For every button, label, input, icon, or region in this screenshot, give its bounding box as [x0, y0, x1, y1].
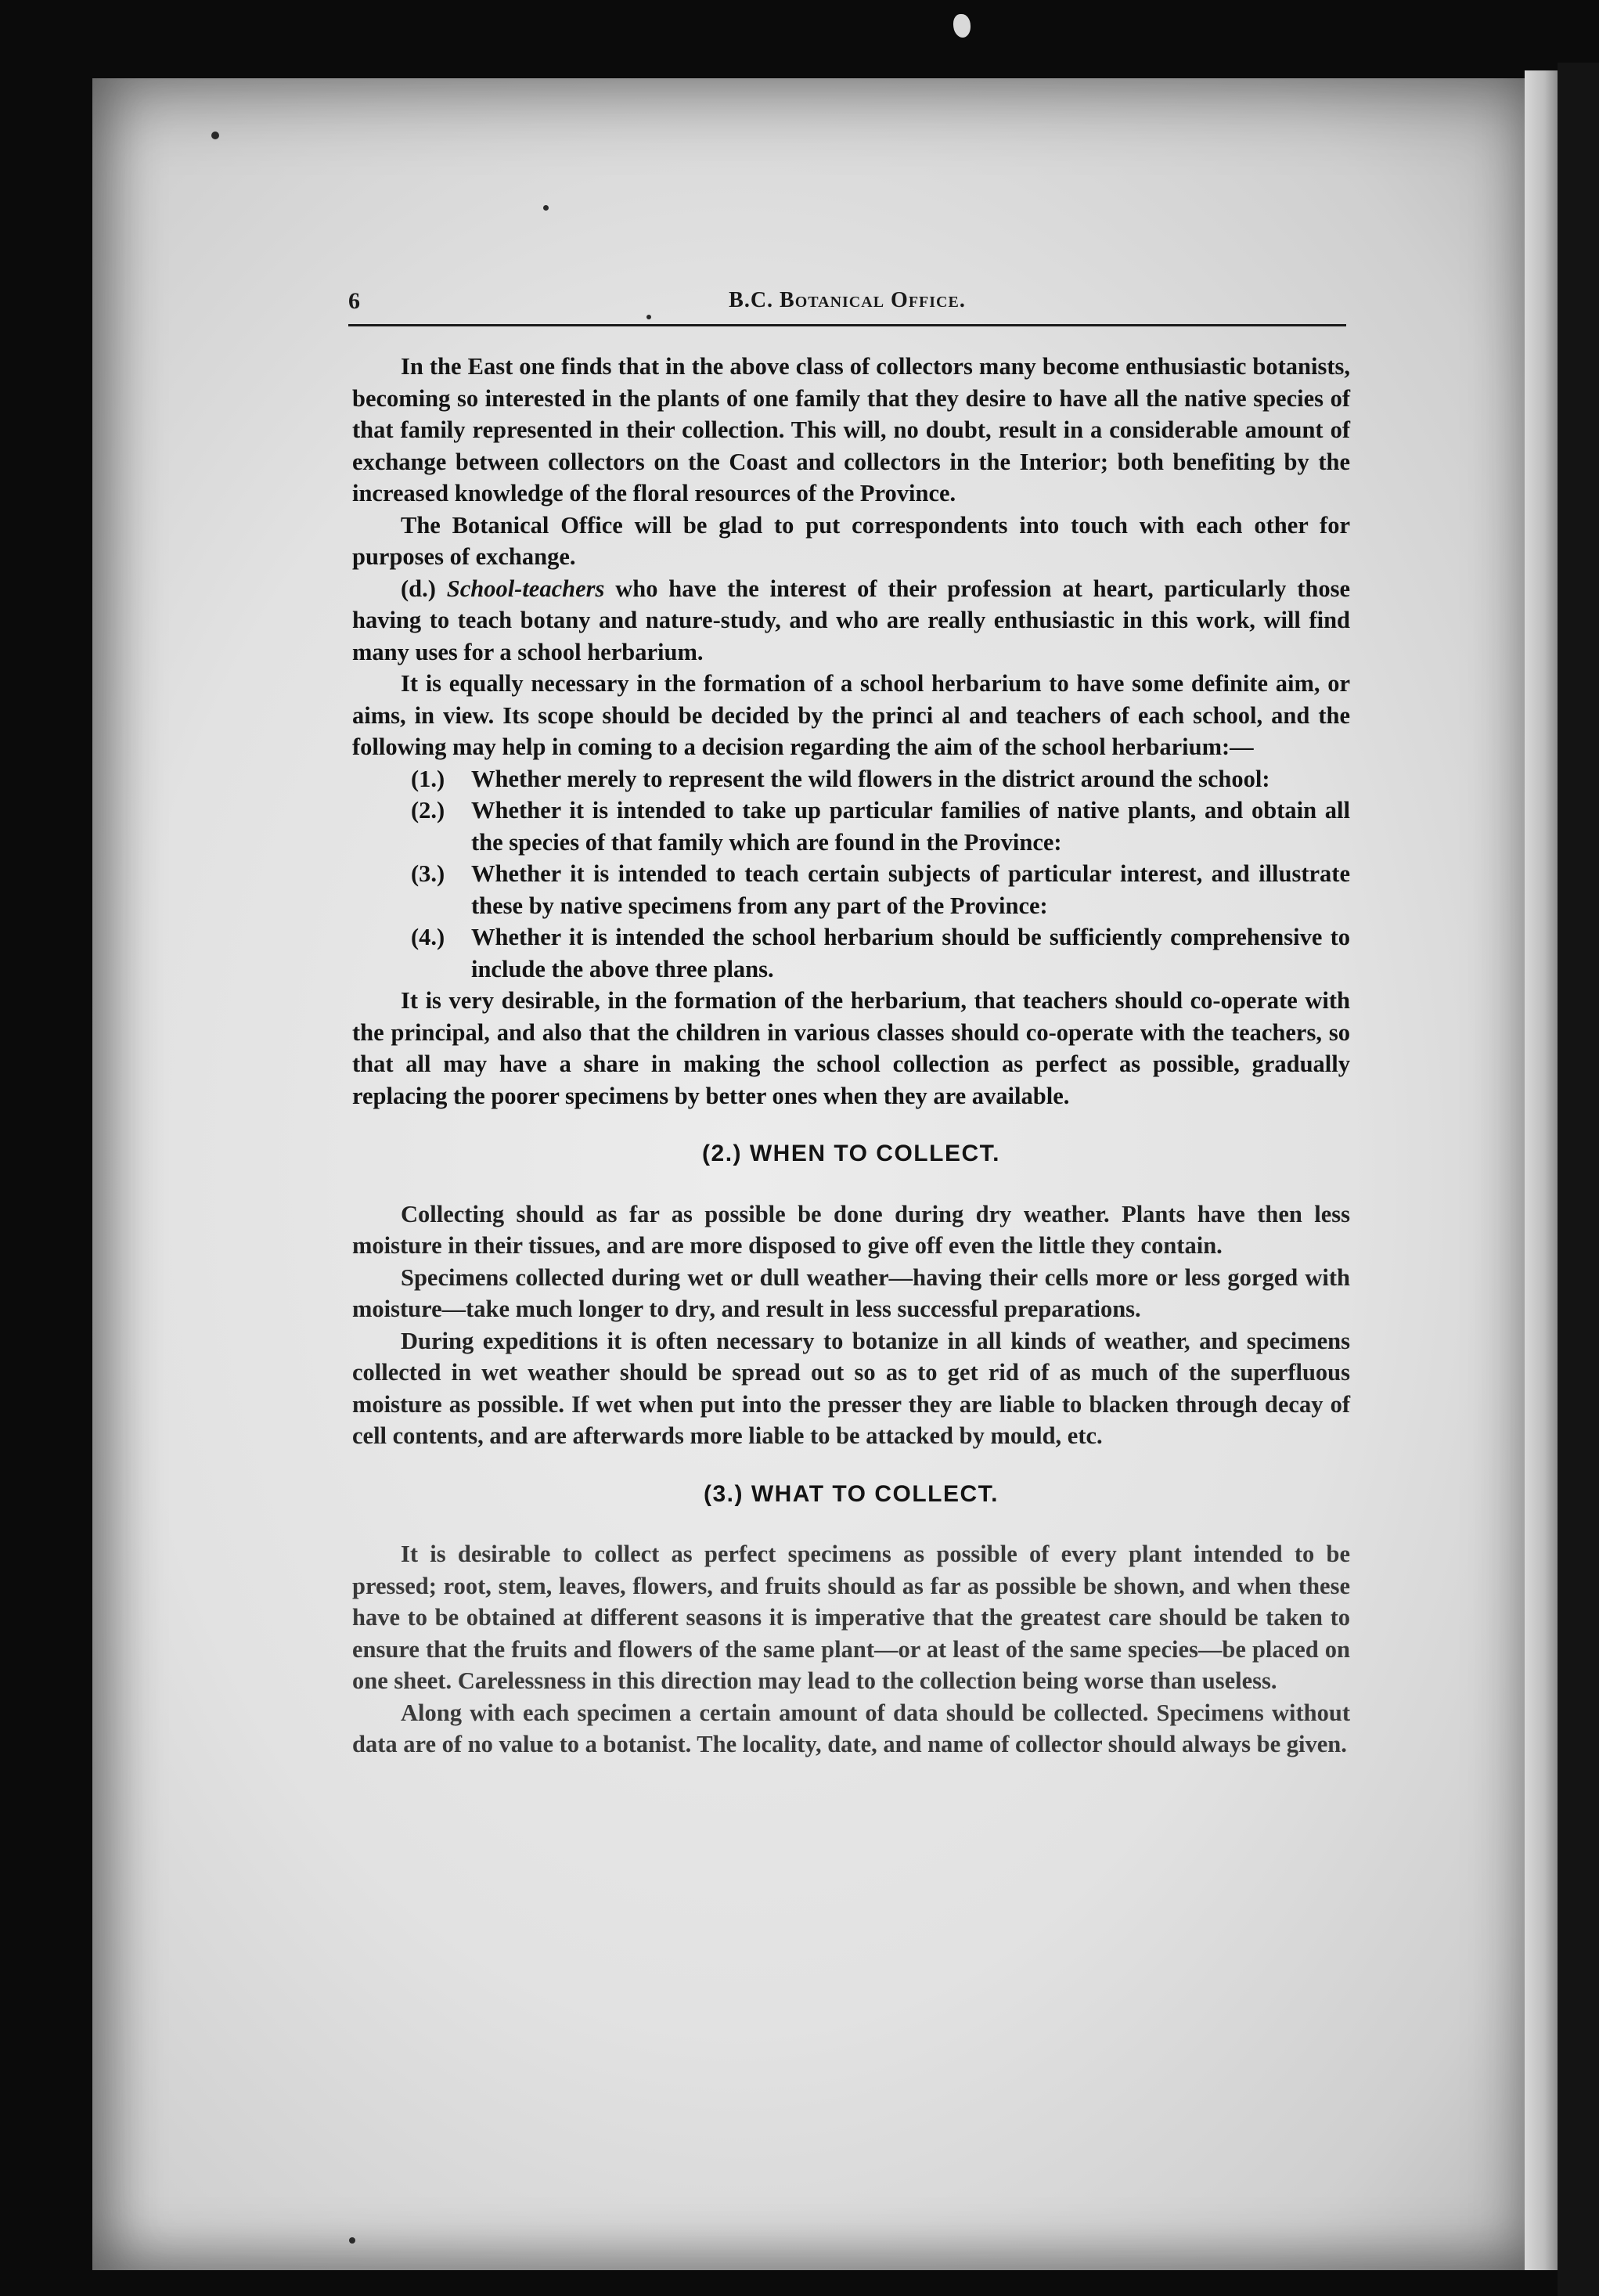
list-text: Whether it is intended to teach certain subjects of particular interest, and illustrate these by native specimens from any part of the Province: [471, 860, 1350, 919]
page-header [348, 282, 1346, 329]
scan-speck [543, 205, 549, 211]
scan-speck [211, 132, 219, 139]
paragraph: The Botanical Office will be glad to put correspondents into touch with each other for purposes of exchange. [352, 511, 1350, 570]
list-number: (4.) [411, 924, 445, 950]
list-item [352, 921, 1350, 985]
paragraph: During expeditions it is often necessary to botanize in all kinds of weather, and specimens collected in wet weather should be spread out so as to get rid of as much of the superfluous moisture as possible. If wet when put into the presser they are liable to blacken through decay of cell contents, and are afterwards more liable to be attacked by mould, etc. [352, 1327, 1350, 1449]
list-number: (1.) [411, 765, 445, 792]
running-head: B.C. Botanical Office. [729, 288, 966, 312]
item-text: who have the interest of their profession at heart, particularly those having to teach botany and nature-study, and who are really enthusiastic in this work, will find many uses for a school herbarium. [352, 575, 1350, 665]
list-item [352, 858, 1350, 921]
page-edge [1525, 70, 1558, 2270]
scan-border [1558, 63, 1599, 2296]
list-item [352, 795, 1350, 858]
list-text: Whether it is intended to take up particular families of native plants, and obtain all the species of that family which are found in the Province: [471, 797, 1350, 856]
paragraph: Along with each specimen a certain amount of data should be collected. Specimens without data are of no value to a botanist. The locality, date, and name of collector should always be given. [352, 1699, 1350, 1757]
page-body [352, 351, 1350, 1761]
scan-speck [349, 2237, 355, 2244]
paragraph: In the East one finds that in the above class of collectors many become enthusiastic botanists, becoming so interested in the plants of one family that they desire to have all the native species of that family represented in their collection. This will, no doubt, result in a considerable amount of exchange between collectors on the Coast and collectors in the Interior; both benefiting by the increased knowledge of the floral resources of the Province. [352, 353, 1350, 506]
header-rule [348, 324, 1346, 326]
list-item [352, 763, 1350, 795]
page-number: 6 [348, 288, 360, 314]
list-text: Whether merely to represent the wild flowers in the district around the school: [471, 765, 1270, 792]
item-term: School-teachers [446, 575, 605, 602]
paragraph: Specimens collected during wet or dull weather—having their cells more or less gorged with moisture—take much longer to dry, and result in less successful preparations. [352, 1263, 1350, 1322]
paragraph: Collecting should as far as possible be done during dry weather. Plants have then less moisture in their tissues, and are more disposed to give off even the little they contain. [352, 1200, 1350, 1259]
paragraph: It is desirable to collect as perfect specimens as possible of every plant intended to be pressed; root, stem, leaves, flowers, and fruits should as far as possible be shown, and when these have to be obtained at different seasons it is imperative that the greatest care should be taken to ensure that the fruits and flowers of the same plant—or at least of the same species—be placed on one sheet. Carelessness in this direction may lead to the collection being worse than useless. [352, 1541, 1350, 1694]
list-number: (3.) [411, 860, 445, 887]
paragraph-school-teachers [352, 573, 1350, 669]
paragraph: It is very desirable, in the formation of the herbarium, that teachers should co-operate with the principal, and also that the children in various classes should co-operate with the teachers, so that all may have a share in making the school collection as perfect as possible, gradually replacing the poorer specimens by better ones when they are available. [352, 987, 1350, 1109]
aims-list [352, 763, 1350, 986]
section-heading-when: (2.) WHEN TO COLLECT. [702, 1141, 1000, 1166]
list-text: Whether it is intended the school herbarium should be sufficiently comprehensive to include the above three plans. [471, 924, 1350, 982]
scan-speck [953, 14, 971, 38]
item-label: (d.) [401, 575, 436, 602]
list-number: (2.) [411, 797, 445, 824]
section-heading-what: (3.) WHAT TO COLLECT. [703, 1480, 999, 1507]
paragraph: It is equally necessary in the formation of a school herbarium to have some definite aim, or aims, in view. Its scope should be decided by the princi al and teachers of each school, and the following may help in coming to a decision regarding the aim of the school herbarium:— [352, 670, 1350, 760]
